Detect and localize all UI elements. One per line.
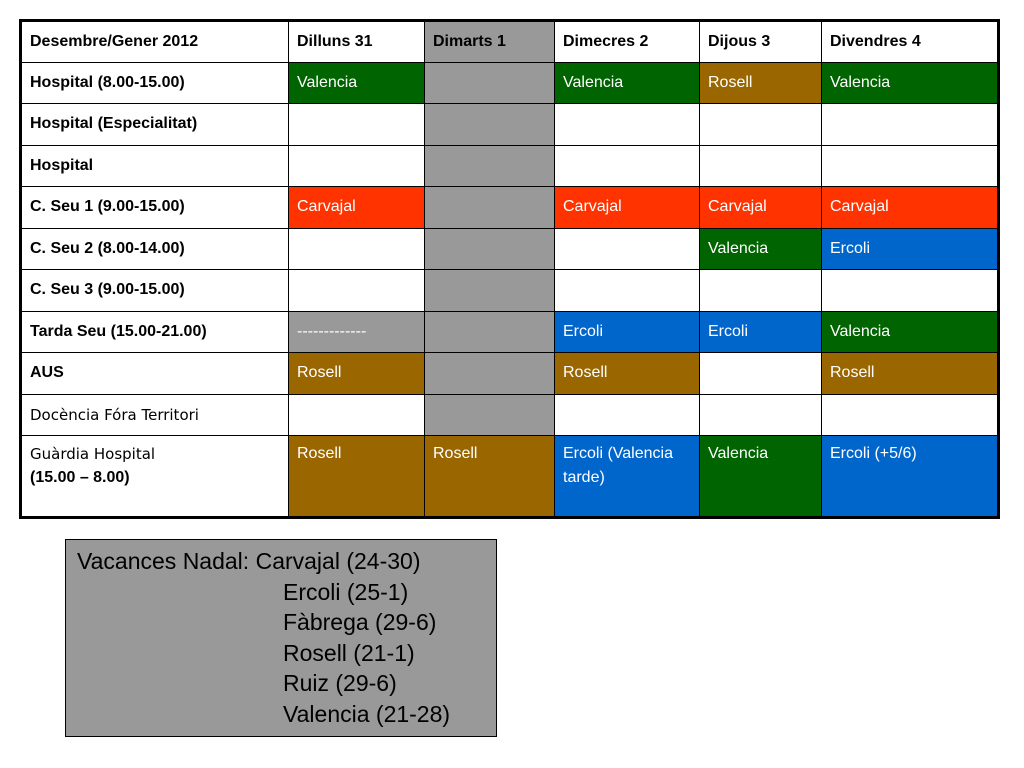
table-row	[21, 62, 999, 104]
header-day-5: Divendres 4	[822, 21, 999, 63]
row-label: C. Seu 2 (8.00-14.00)	[21, 228, 289, 270]
shift-cell: Ercoli	[822, 228, 999, 270]
row-label: C. Seu 3 (9.00-15.00)	[21, 270, 289, 312]
shift-cell: Rosell	[700, 62, 822, 104]
vacation-entry: Rosell (21-1)	[283, 639, 415, 666]
shift-cell	[555, 104, 700, 146]
row-label: Tarda Seu (15.00-21.00)	[21, 311, 289, 353]
shift-cell	[700, 145, 822, 187]
shift-cell: Ercoli	[555, 311, 700, 353]
table-row	[21, 311, 999, 353]
shift-cell: Ercoli	[700, 311, 822, 353]
shift-cell	[425, 228, 555, 270]
shift-cell	[555, 270, 700, 312]
shift-cell	[425, 62, 555, 104]
shift-cell	[822, 104, 999, 146]
shift-cell	[289, 104, 425, 146]
shift-cell	[822, 394, 999, 436]
table-row	[21, 270, 999, 312]
row-label: Hospital	[21, 145, 289, 187]
table-row	[21, 104, 999, 146]
vacation-box	[65, 539, 497, 737]
shift-cell: Valencia	[700, 436, 822, 518]
schedule-table	[19, 19, 1000, 519]
shift-cell: Rosell	[289, 353, 425, 395]
shift-cell	[425, 394, 555, 436]
shift-cell: Carvajal	[555, 187, 700, 229]
header-day-2: Dimarts 1	[425, 21, 555, 63]
shift-cell	[425, 187, 555, 229]
shift-cell: Valencia	[822, 311, 999, 353]
shift-cell: Ercoli (+5/6)	[822, 436, 999, 518]
row-label: AUS	[21, 353, 289, 395]
vacation-entry: Valencia (21-28)	[283, 700, 451, 727]
shift-cell	[822, 270, 999, 312]
shift-cell	[425, 270, 555, 312]
shift-cell: Carvajal	[700, 187, 822, 229]
header-day-3: Dimecres 2	[555, 21, 700, 63]
shift-cell	[700, 270, 822, 312]
shift-cell: Rosell	[425, 436, 555, 518]
shift-cell	[425, 311, 555, 353]
shift-cell	[555, 145, 700, 187]
shift-cell	[700, 394, 822, 436]
shift-cell	[289, 228, 425, 270]
table-row	[21, 228, 999, 270]
shift-cell	[700, 104, 822, 146]
shift-cell: Rosell	[555, 353, 700, 395]
vacation-entry: Ruiz (29-6)	[283, 670, 397, 696]
vacation-entry: Ercoli (25-1)	[283, 578, 409, 605]
vacation-entry: Carvajal (24-30)	[255, 548, 421, 574]
shift-cell	[425, 104, 555, 146]
shift-cell: Carvajal	[822, 187, 999, 229]
vacation-title: Vacances Nadal:	[77, 548, 250, 574]
shift-cell	[289, 145, 425, 187]
shift-cell: Rosell	[289, 436, 425, 518]
row-label: Hospital (8.00-15.00)	[21, 62, 289, 104]
vacation-line	[66, 546, 496, 577]
row-label	[21, 436, 289, 518]
row-label-line-1: Guàrdia Hospital	[30, 445, 156, 463]
shift-cell: Ercoli (Valencia tarde)	[555, 436, 700, 518]
shift-cell: Rosell	[822, 353, 999, 395]
row-label-line-2: (15.00 – 8.00)	[30, 469, 130, 486]
shift-cell	[289, 394, 425, 436]
shift-cell	[822, 145, 999, 187]
shift-cell	[555, 228, 700, 270]
shift-cell	[700, 353, 822, 395]
vacation-entry: Fàbrega (29-6)	[283, 609, 437, 635]
shift-cell: Valencia	[700, 228, 822, 270]
table-row	[21, 187, 999, 229]
table-row	[21, 394, 999, 436]
table-row	[21, 353, 999, 395]
table-row	[21, 436, 999, 518]
row-label: C. Seu 1 (9.00-15.00)	[21, 187, 289, 229]
row-label: Hospital (Especialitat)	[21, 104, 289, 146]
header-corner: Desembre/Gener 2012	[21, 21, 289, 63]
header-day-1: Dilluns 31	[289, 21, 425, 63]
shift-cell: Valencia	[289, 62, 425, 104]
shift-cell: Valencia	[822, 62, 999, 104]
shift-cell	[425, 353, 555, 395]
table-row	[21, 145, 999, 187]
row-label: Docència Fóra Territori	[21, 394, 289, 436]
shift-cell: Valencia	[555, 62, 700, 104]
shift-cell	[289, 270, 425, 312]
shift-cell	[425, 145, 555, 187]
header-day-4: Dijous 3	[700, 21, 822, 63]
shift-cell: -------------	[289, 311, 425, 353]
shift-cell: Carvajal	[289, 187, 425, 229]
header-row	[21, 21, 999, 63]
shift-cell	[555, 394, 700, 436]
